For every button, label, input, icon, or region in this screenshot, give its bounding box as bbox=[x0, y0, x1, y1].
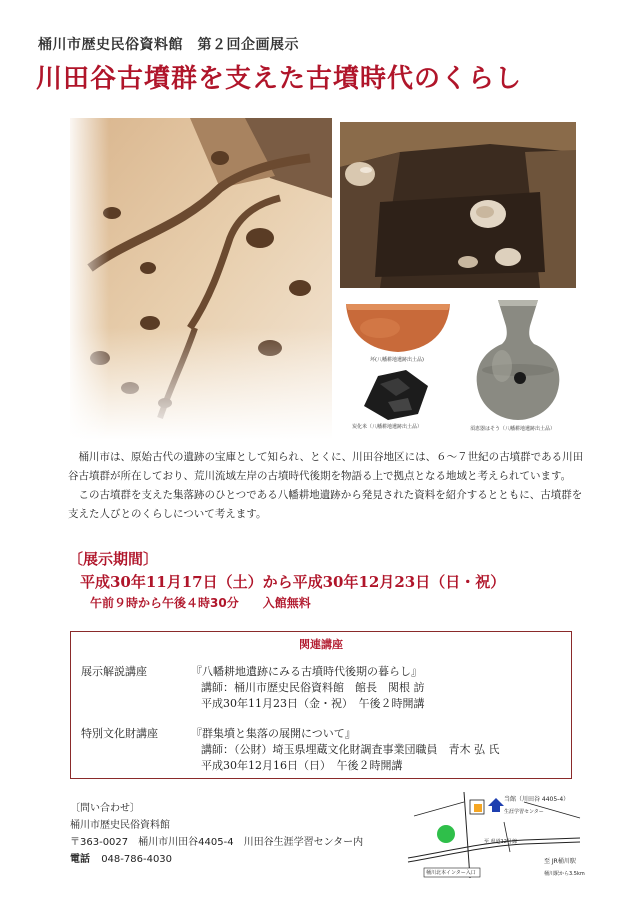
contact-phone: 048-786-4030 bbox=[101, 854, 173, 865]
pottery-bowl-photo bbox=[340, 298, 456, 362]
lecture-schedule: 平成30年12月16日（日） 午後２時開講 bbox=[201, 759, 403, 772]
sue-ware-jar-photo bbox=[468, 296, 568, 424]
exhibition-subtitle: 桶川市歴史民俗資料館 第２回企画展示 bbox=[38, 37, 299, 53]
intro-paragraph: 桶川市は、原始古代の遺跡の宝庫として知られ、とくに、川田谷地区には、６～７世紀の古墳群である川田谷古墳群が所在しており、荒川流域左岸の古墳時代後期を物語る上で拠点となる地域と考えられています。 bbox=[68, 451, 584, 482]
charred-rice-caption: 炭化米（八幡耕地遺跡出土品） bbox=[352, 424, 423, 430]
lectures-heading: 関連講座 bbox=[299, 638, 343, 651]
period-dates: 平成30年11月17日（土）から平成30年12月23日（日・祝） bbox=[80, 573, 506, 591]
period-hours: 午前９時から午後４時30分 入館無料 bbox=[90, 596, 311, 610]
map-destination-label: 当館（川田谷 4405-4） bbox=[504, 796, 570, 803]
intro-text bbox=[68, 448, 588, 524]
map-ic-label: 桶川北本インター入口 bbox=[426, 870, 476, 876]
map-note: 桶川駅から3.5km bbox=[544, 871, 585, 877]
intro-paragraph: この古墳群を支えた集落跡のひとつである八幡耕地遺跡から発見された資料を紹介するとともに、古墳群を支えた人びとのくらしについて考えます。 bbox=[68, 489, 583, 520]
period-heading: 〔展示期間〕 bbox=[68, 550, 159, 568]
lecture-type: 展示解説講座 bbox=[81, 665, 147, 678]
map-route-label: 至 県道12号線 bbox=[484, 839, 517, 845]
lecture-schedule: 平成30年11月23日（金・祝） 午後２時開講 bbox=[201, 697, 425, 710]
access-map bbox=[404, 782, 584, 880]
pottery-bowl-caption: 坏(八幡耕地遺跡出土品) bbox=[370, 357, 424, 363]
contact-heading: 〔問い合わせ〕 bbox=[70, 803, 140, 814]
excavated-pit-photo bbox=[340, 122, 576, 288]
lectures-box bbox=[70, 631, 572, 779]
lecture-title: 『群集墳と集落の展開について』 bbox=[191, 727, 356, 740]
exhibition-title: 川田谷古墳群を支えた古墳時代のくらし bbox=[36, 64, 523, 94]
excavation-site-photo bbox=[70, 118, 332, 440]
map-station-label: 至 JR桶川駅 bbox=[544, 858, 576, 865]
lecture-title: 『八幡耕地遺跡にみる古墳時代後期の暮らし』 bbox=[191, 665, 422, 678]
contact-name: 桶川市歴史民俗資料館 bbox=[70, 820, 170, 831]
charred-rice-photo bbox=[358, 366, 432, 422]
contact-address: 〒363-0027 桶川市川田谷4405-4 川田谷生涯学習センター内 bbox=[70, 837, 364, 848]
lecture-lecturer: 講師：桶川市歴史民俗資料館 館長 関根 訪 bbox=[201, 681, 425, 694]
lecture-lecturer: 講師：（公財）埼玉県埋蔵文化財調査事業団職員 青木 弘 氏 bbox=[201, 743, 500, 756]
map-center-label: 生涯学習センター bbox=[504, 809, 544, 815]
sue-ware-jar-caption: 須恵器はそう（八幡耕地遺跡出土品） bbox=[470, 426, 556, 432]
lecture-type: 特別文化財講座 bbox=[81, 727, 158, 740]
contact-block bbox=[70, 800, 363, 868]
contact-phone-label: 電話 bbox=[70, 854, 90, 865]
